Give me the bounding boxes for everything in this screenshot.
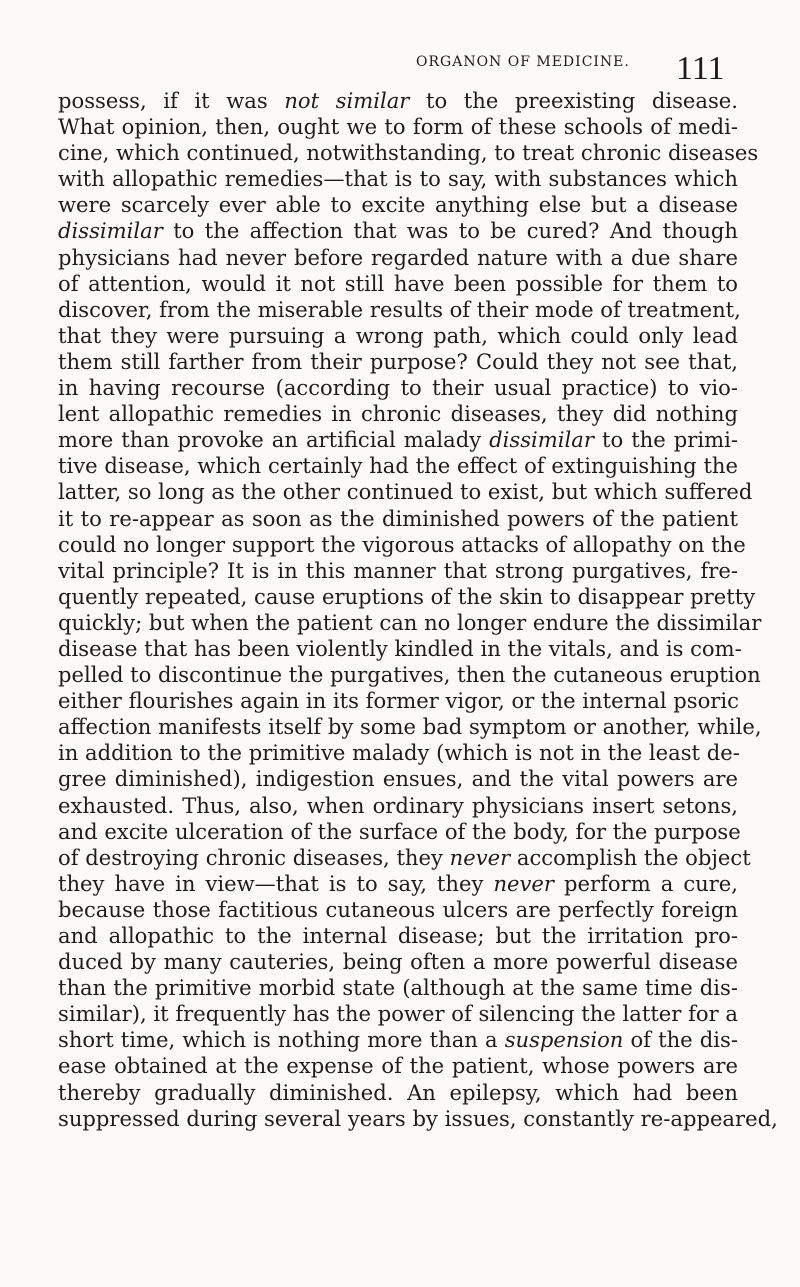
- text-line: [58, 271, 738, 297]
- text-segment: and allopathic to the internal disease; but the irritation pro-: [58, 923, 738, 948]
- text-line: [58, 844, 751, 871]
- text-segment: gree diminished), indigestion ensues, and the vital powers are: [58, 766, 738, 792]
- text-line: [58, 323, 738, 349]
- text-segment: it to re-appear as soon as the diminished powers of the patient: [58, 505, 738, 531]
- text-segment: that they were pursuing a wrong path, which could only lead: [58, 322, 738, 348]
- italic-text: suspension: [504, 1027, 624, 1053]
- text-segment: What opinion, then, ought we to form of these schools of medi-: [58, 114, 738, 140]
- text-segment: duced by many cauteries, being often a more powerful disease: [58, 949, 738, 975]
- text-segment: tive disease, which certainly had the effect of extinguishing the: [58, 453, 738, 479]
- text-segment: ease obtained at the expense of the patient, whose powers are: [58, 1053, 738, 1079]
- text-segment: accomplish the object: [510, 844, 751, 870]
- text-segment: than the primitive morbid state (although at the same time dis-: [58, 975, 738, 1001]
- text-segment: and excite ulceration of the surface of the body, for the purpose: [58, 818, 741, 844]
- text-line: [58, 401, 738, 427]
- text-line: [58, 740, 738, 766]
- text-segment: in addition to the primitive malady (which is not in the least de-: [58, 740, 740, 766]
- text-line: [58, 609, 762, 636]
- text-segment: more than provoke an artificial malady: [58, 427, 490, 453]
- italic-text: dissimilar: [58, 218, 163, 244]
- text-line: [58, 766, 738, 792]
- text-line: [58, 1001, 738, 1027]
- text-segment: disease that has been violently kindled in the vitals, and is com-: [58, 635, 742, 661]
- text-line: [58, 245, 738, 271]
- italic-text: never: [449, 844, 511, 870]
- text-line: [58, 818, 741, 845]
- text-segment: suppressed during several years by issues, constantly re-appeared,: [58, 1105, 778, 1131]
- text-segment: quickly; but when the patient can no longer endure the dissimilar: [58, 609, 762, 635]
- text-line: [58, 453, 738, 479]
- text-segment: possess, if it was: [58, 88, 285, 113]
- text-line: [58, 583, 756, 610]
- text-line: [58, 349, 738, 375]
- text-segment: them still farther from their purpose? Could they not see that,: [58, 348, 738, 374]
- running-title: ORGANON OF MEDICINE.: [416, 54, 630, 70]
- text-line: [58, 375, 738, 401]
- text-segment: to the preexisting disease.: [409, 88, 738, 113]
- text-segment: to the affection that was to be cured? And though: [162, 218, 738, 244]
- text-line: [58, 218, 738, 244]
- text-segment: because those factitious cutaneous ulcers are perfectly foreign: [58, 896, 738, 922]
- text-line: [58, 714, 762, 740]
- text-segment: of the dis-: [623, 1027, 738, 1053]
- text-line: [58, 897, 738, 923]
- text-segment: vital principle? It is in this manner that strong purgatives, fre-: [58, 557, 738, 583]
- text-segment: physicians had never before regarded nature with a due share: [58, 244, 738, 270]
- italic-text: never: [493, 870, 554, 896]
- text-segment: of destroying chronic diseases, they: [58, 844, 450, 870]
- text-line: [58, 688, 738, 714]
- text-line: [58, 923, 738, 949]
- text-line: [58, 531, 746, 558]
- text-line: [58, 975, 738, 1001]
- text-segment: affection manifests itself by some bad symptom or another, while,: [58, 714, 762, 740]
- text-segment: quently repeated, cause eruptions of the skin to disappear pretty: [58, 583, 756, 609]
- text-segment: exhausted. Thus, also, when ordinary physicians insert setons,: [58, 792, 738, 818]
- text-line: [58, 114, 738, 140]
- text-segment: they have in view—that is to say, they: [58, 870, 494, 896]
- text-segment: short time, which is nothing more than a: [58, 1027, 505, 1053]
- text-line: [58, 949, 738, 975]
- text-line: [58, 1105, 778, 1132]
- text-line: [58, 558, 738, 584]
- text-segment: were scarcely ever able to excite anything else but a disease: [58, 192, 738, 218]
- text-line: [58, 296, 741, 323]
- text-segment: discover, from the miserable results of their mode of treatment,: [58, 296, 741, 322]
- text-line: [58, 635, 742, 662]
- text-line: [58, 1027, 738, 1053]
- text-segment: either flourishes again in its former vigor, or the internal psoric: [58, 688, 739, 714]
- text-line: [58, 793, 738, 819]
- text-line: [58, 662, 761, 688]
- text-segment: in having recourse (according to their usual practice) to vio-: [58, 375, 738, 401]
- text-line: [58, 88, 738, 114]
- text-line: [58, 427, 738, 453]
- text-line: [58, 871, 738, 897]
- text-segment: could no longer support the vigorous attacks of allopathy on the: [58, 531, 746, 557]
- text-segment: pelled to discontinue the purgatives, then the cutaneous eruption: [58, 662, 761, 688]
- italic-text: dissimilar: [489, 427, 594, 453]
- text-line: [58, 479, 753, 505]
- text-line: [58, 140, 759, 166]
- text-segment: similar), it frequently has the power of silencing the latter for a: [58, 1001, 738, 1027]
- text-segment: latter, so long as the other continued to exist, but which suffered: [58, 479, 753, 505]
- text-segment: lent allopathic remedies in chronic diseases, they did nothing: [58, 401, 738, 427]
- text-segment: cine, which continued, notwithstanding, to treat chronic diseases: [58, 140, 759, 166]
- body-text: [58, 88, 778, 1132]
- text-segment: to the primi-: [593, 427, 738, 453]
- text-line: [58, 506, 738, 532]
- text-segment: with allopathic remedies—that is to say, with substances which: [58, 166, 738, 192]
- text-segment: thereby gradually diminished. An epilepsy, which had been: [58, 1079, 738, 1105]
- text-segment: perform a cure,: [554, 870, 738, 896]
- italic-text: not similar: [284, 88, 410, 113]
- text-line: [58, 1053, 738, 1079]
- text-segment: of attention, would it not still have been possible for them to: [58, 270, 738, 296]
- text-line: [58, 166, 738, 192]
- text-line: [58, 1080, 738, 1106]
- page-number: 111: [676, 50, 725, 87]
- text-line: [58, 192, 738, 218]
